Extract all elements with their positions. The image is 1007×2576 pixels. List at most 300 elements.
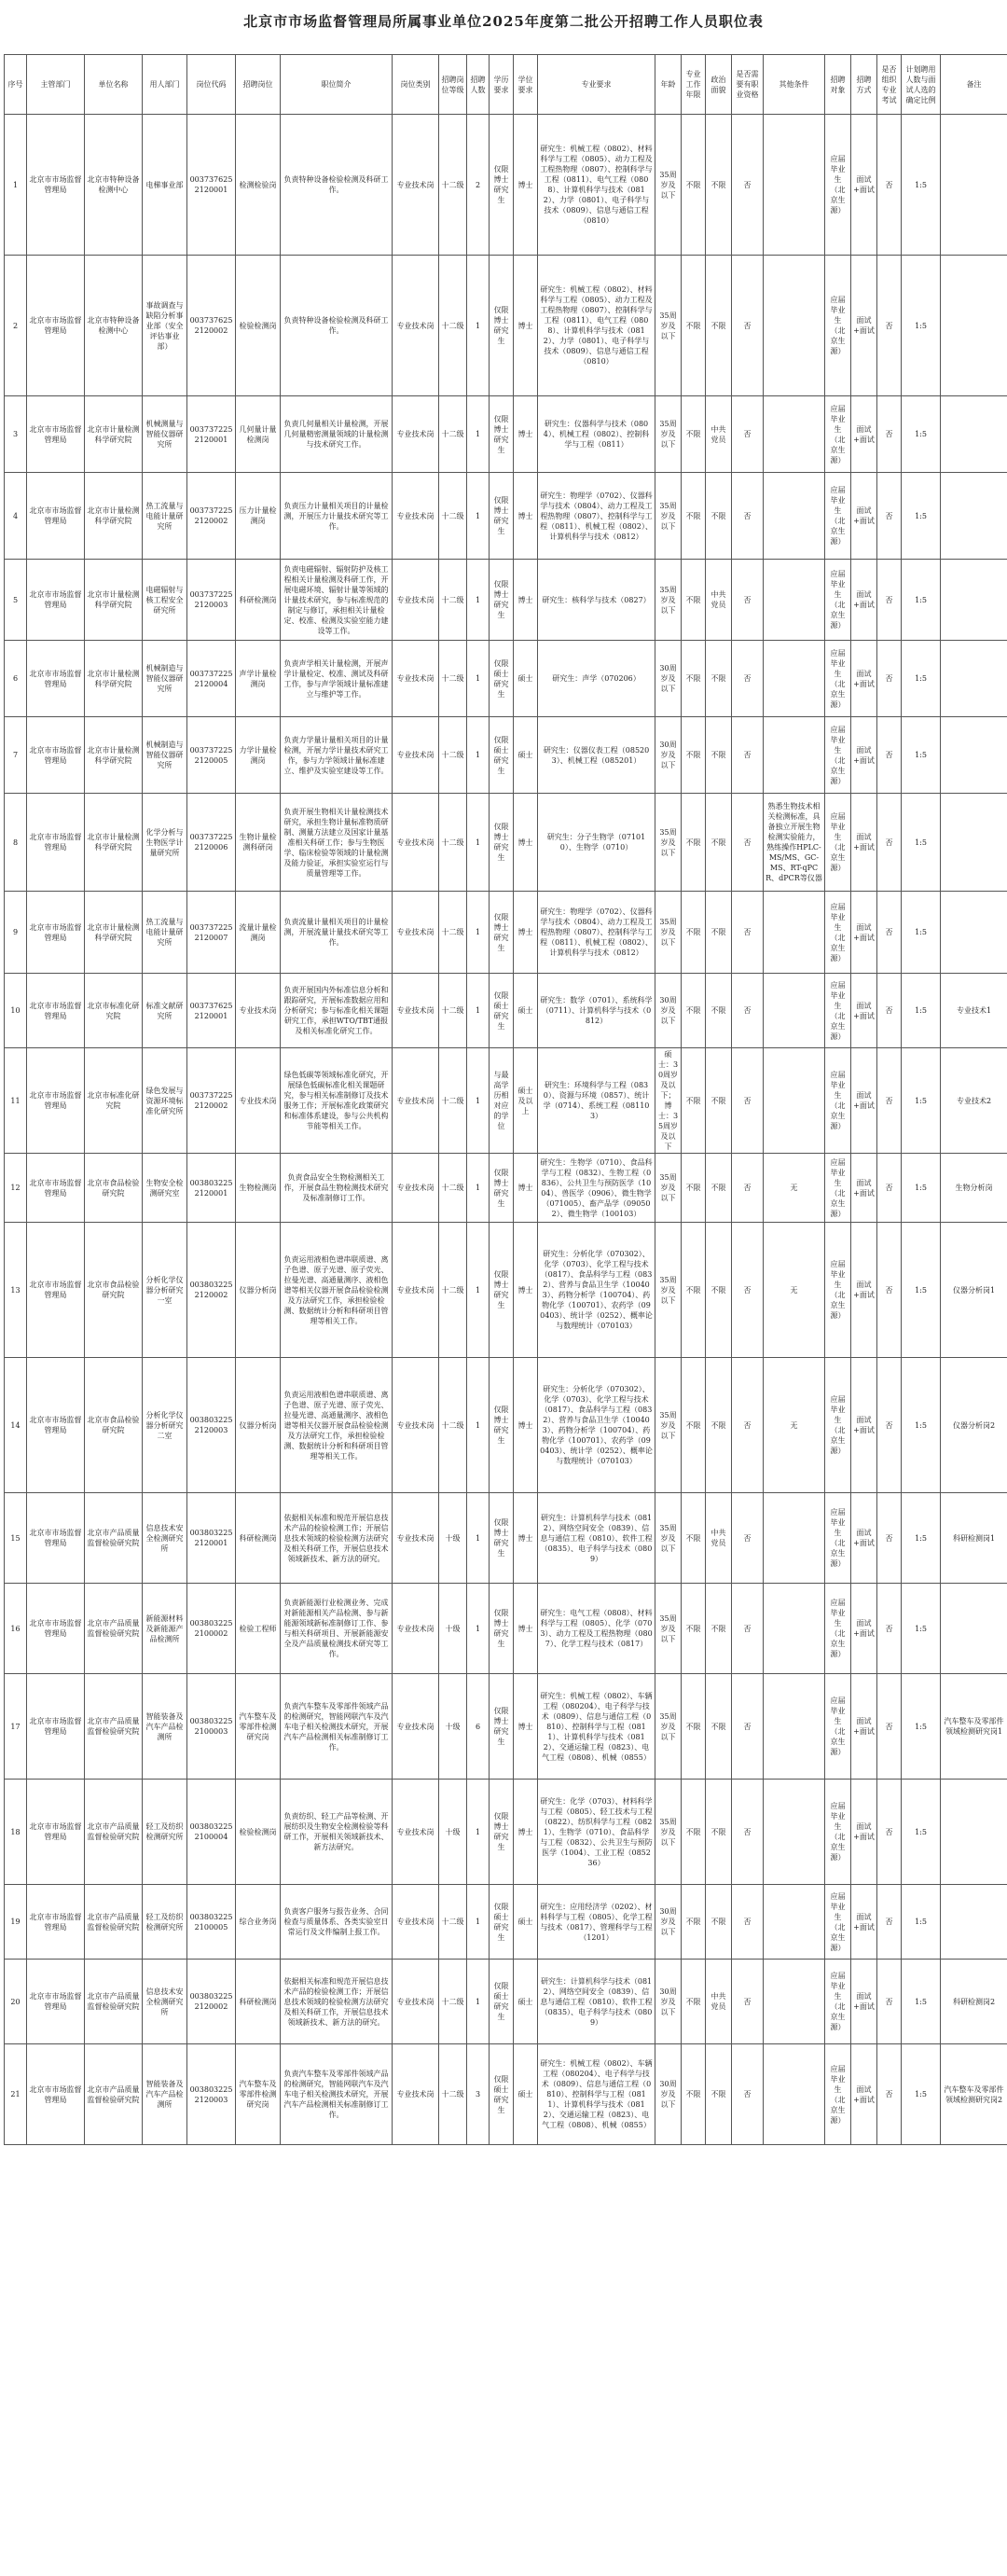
cell-exam: 否 <box>877 717 902 794</box>
cell-age: 35周岁及以下 <box>655 892 682 974</box>
cell-cat: 专业技术岗 <box>393 641 439 717</box>
cell-code: 0037372252120005 <box>187 717 236 794</box>
cell-dept: 北京市市场监督管理局 <box>27 1885 85 1960</box>
cell-edu: 仅限硕士研究生 <box>490 974 514 1048</box>
cell-method: 面试+面试 <box>851 560 877 641</box>
cell-target: 应届毕业生（北京生源） <box>825 256 851 396</box>
cell-exam: 否 <box>877 1223 902 1358</box>
table-row <box>5 1154 1007 1223</box>
cell-pol: 不限 <box>706 717 732 794</box>
cell-duty: 负责声学相关计量检测，开展声学计量检定、校准、测试及科研工作，参与声学领域计量标准建立与维护等工作。 <box>281 641 393 717</box>
cell-major: 研究生：环境科学与工程（0830）、资源与环境（0857）、统计学（0714）、系统工程（081103） <box>538 1048 655 1154</box>
cell-duty: 负责开展国内外标准信息分析和跟踪研究，开展标准数据应用和分析研究；参与标准化相关课题研究工作，承担WTO/TBT通报及相关标准化研究工作。 <box>281 974 393 1048</box>
cell-major: 研究生：仪器科学与技术（0804）、机械工程（0802）、控制科学与工程（0811） <box>538 396 655 473</box>
cell-target: 应届毕业生（北京生源） <box>825 396 851 473</box>
table-row <box>5 560 1007 641</box>
cell-note: 仪器分析岗2 <box>941 1358 1007 1493</box>
cell-method: 面试+面试 <box>851 2044 877 2145</box>
cell-edu: 仅限博士研究生 <box>490 473 514 560</box>
table-row <box>5 1358 1007 1493</box>
cell-level: 十二级 <box>439 794 467 892</box>
column-header: 职位简介 <box>281 55 393 115</box>
cell-ratio: 1:5 <box>902 1493 941 1584</box>
cell-unit: 北京市计量检测科学研究院 <box>85 794 143 892</box>
cell-level: 十二级 <box>439 641 467 717</box>
cell-cert: 否 <box>732 256 764 396</box>
cell-level: 十二级 <box>439 1358 467 1493</box>
cell-post: 检测检验岗 <box>236 115 281 256</box>
cell-target: 应届毕业生（北京生源） <box>825 1960 851 2044</box>
cell-unit: 北京市产品质量监督检验研究院 <box>85 1885 143 1960</box>
cell-ratio: 1:5 <box>902 1048 941 1154</box>
cell-note <box>941 1780 1007 1885</box>
cell-post: 检验检测岗 <box>236 256 281 396</box>
cell-note <box>941 892 1007 974</box>
cell-note: 科研检测岗1 <box>941 1493 1007 1584</box>
cell-cert: 否 <box>732 396 764 473</box>
cell-exam: 否 <box>877 1885 902 1960</box>
cell-deg: 博士 <box>514 115 538 256</box>
cell-unit: 北京市产品质量监督检验研究院 <box>85 1674 143 1780</box>
cell-age: 30周岁及以下 <box>655 1960 682 2044</box>
cell-cat: 专业技术岗 <box>393 1048 439 1154</box>
cell-target: 应届毕业生（北京生源） <box>825 892 851 974</box>
cell-other <box>764 717 825 794</box>
cell-ratio: 1:5 <box>902 1674 941 1780</box>
cell-other <box>764 2044 825 2145</box>
cell-dept: 北京市市场监督管理局 <box>27 1048 85 1154</box>
cell-dept: 北京市市场监督管理局 <box>27 641 85 717</box>
cell-no: 16 <box>5 1584 27 1674</box>
cell-duty: 负责运用液相色谱串联质谱、离子色谱、原子光谱、原子荧光、拉曼光谱、高通量测序、液相色谱等相关仪器开展食品检验检测及方法研究工作，承担检验检测、数据统计分析和科研项目管理等相关工作。 <box>281 1358 393 1493</box>
cell-subdept: 信息技术安全检测研究所 <box>143 1960 187 2044</box>
cell-note <box>941 1584 1007 1674</box>
cell-exam: 否 <box>877 2044 902 2145</box>
cell-target: 应届毕业生（北京生源） <box>825 717 851 794</box>
cell-years: 不限 <box>682 1584 706 1674</box>
cell-num: 1 <box>467 641 490 717</box>
cell-deg: 博士 <box>514 473 538 560</box>
cell-deg: 博士 <box>514 1780 538 1885</box>
cell-deg: 硕士 <box>514 1960 538 2044</box>
cell-unit: 北京市标准化研究院 <box>85 974 143 1048</box>
cell-unit: 北京市食品检验研究院 <box>85 1358 143 1493</box>
cell-cert: 否 <box>732 641 764 717</box>
column-header: 招聘对象 <box>825 55 851 115</box>
cell-edu: 仅限博士研究生 <box>490 256 514 396</box>
cell-note: 专业技术2 <box>941 1048 1007 1154</box>
cell-target: 应届毕业生（北京生源） <box>825 1674 851 1780</box>
cell-other <box>764 1584 825 1674</box>
cell-subdept: 机械制造与智能仪器研究所 <box>143 641 187 717</box>
cell-pol: 不限 <box>706 1048 732 1154</box>
cell-post: 声学计量检测岗 <box>236 641 281 717</box>
cell-cert: 否 <box>732 1358 764 1493</box>
cell-target: 应届毕业生（北京生源） <box>825 473 851 560</box>
column-header: 学位要求 <box>514 55 538 115</box>
cell-pol: 不限 <box>706 794 732 892</box>
cell-dept: 北京市市场监督管理局 <box>27 1780 85 1885</box>
cell-duty: 负责新能源行业检测业务、完成对新能源相关产品检测、参与新能源领域新标准制修订工作、参与相关科研项目、开展新能源安全及产品质量检测技术研究等工作。 <box>281 1584 393 1674</box>
cell-num: 1 <box>467 1048 490 1154</box>
cell-years: 不限 <box>682 1358 706 1493</box>
cell-subdept: 轻工及纺织检测研究所 <box>143 1780 187 1885</box>
cell-ratio: 1:5 <box>902 1780 941 1885</box>
cell-edu: 仅限硕士研究生 <box>490 1960 514 2044</box>
cell-ratio: 1:5 <box>902 256 941 396</box>
cell-num: 1 <box>467 1223 490 1358</box>
cell-unit: 北京市产品质量监督检验研究院 <box>85 1493 143 1584</box>
cell-major: 研究生：分析化学（070302）、化学（0703）、化学工程与技术（0817）、食品科学与工程（0832）、营养与食品卫生学（100403）、药物分析学（100704）、药物化学（100701）、农药学（090403）、统计学（0252）、概率论与数理统计（070103） <box>538 1358 655 1493</box>
cell-post: 科研检测岗 <box>236 560 281 641</box>
table-row <box>5 1493 1007 1584</box>
cell-exam: 否 <box>877 396 902 473</box>
cell-subdept: 分析化学仪器分析研究二室 <box>143 1358 187 1493</box>
cell-other <box>764 115 825 256</box>
cell-method: 面试+面试 <box>851 115 877 256</box>
cell-pol: 中共党员 <box>706 560 732 641</box>
table-row <box>5 256 1007 396</box>
cell-target: 应届毕业生（北京生源） <box>825 641 851 717</box>
cell-cat: 专业技术岗 <box>393 1674 439 1780</box>
cell-code: 0037372252120001 <box>187 396 236 473</box>
cell-major: 研究生：机械工程（0802）、材料科学与工程（0805）、动力工程及工程热物理（0807）、控制科学与工程（0811）、电气工程（0808）、计算机科学与技术（0812）、力学（0801）、电子科学与技术（0809）、信息与通信工程（0810） <box>538 115 655 256</box>
cell-level: 十级 <box>439 1584 467 1674</box>
cell-dept: 北京市市场监督管理局 <box>27 794 85 892</box>
cell-cat: 专业技术岗 <box>393 256 439 396</box>
cell-ratio: 1:5 <box>902 473 941 560</box>
cell-dept: 北京市市场监督管理局 <box>27 1493 85 1584</box>
cell-major: 研究生：生物学（0710）、食品科学与工程（0832）、生物工程（0836）、公共卫生与预防医学（1004）、兽医学（0906）、微生物学（071005）、畜产品学（090502）、微生物学（100103） <box>538 1154 655 1223</box>
cell-post: 生物检测岗 <box>236 1154 281 1223</box>
cell-dept: 北京市市场监督管理局 <box>27 473 85 560</box>
cell-edu: 与最高学历相对应的学位 <box>490 1048 514 1154</box>
cell-years: 不限 <box>682 1674 706 1780</box>
cell-deg: 博士 <box>514 256 538 396</box>
cell-cert: 否 <box>732 794 764 892</box>
cell-exam: 否 <box>877 473 902 560</box>
cell-subdept: 电磁辐射与核工程安全研究所 <box>143 560 187 641</box>
cell-duty: 负责特种设备检验检测及科研工作。 <box>281 115 393 256</box>
cell-deg: 博士 <box>514 560 538 641</box>
cell-code: 0037372252120003 <box>187 560 236 641</box>
cell-exam: 否 <box>877 1358 902 1493</box>
cell-pol: 不限 <box>706 256 732 396</box>
cell-method: 面试+面试 <box>851 1674 877 1780</box>
cell-age: 35周岁及以下 <box>655 1493 682 1584</box>
cell-subdept: 标准文献研究所 <box>143 974 187 1048</box>
cell-edu: 仅限博士研究生 <box>490 1493 514 1584</box>
cell-ratio: 1:5 <box>902 1584 941 1674</box>
cell-level: 十二级 <box>439 2044 467 2145</box>
cell-method: 面试+面试 <box>851 974 877 1048</box>
cell-age: 35周岁及以下 <box>655 115 682 256</box>
cell-level: 十二级 <box>439 256 467 396</box>
cell-pol: 中共党员 <box>706 396 732 473</box>
cell-age: 35周岁及以下 <box>655 473 682 560</box>
cell-age: 35周岁及以下 <box>655 1358 682 1493</box>
column-header: 单位名称 <box>85 55 143 115</box>
cell-post: 专业技术岗 <box>236 1048 281 1154</box>
column-header: 主管部门 <box>27 55 85 115</box>
cell-code: 0038032252100003 <box>187 1674 236 1780</box>
cell-code: 0038032252100002 <box>187 1584 236 1674</box>
cell-post: 仪器分析岗 <box>236 1358 281 1493</box>
cell-exam: 否 <box>877 560 902 641</box>
cell-unit: 北京市产品质量监督检验研究院 <box>85 1960 143 2044</box>
cell-post: 仪器分析岗 <box>236 1223 281 1358</box>
cell-level: 十级 <box>439 1493 467 1584</box>
cell-years: 不限 <box>682 1885 706 1960</box>
cell-age: 35周岁及以下 <box>655 560 682 641</box>
column-header: 招聘人数 <box>467 55 490 115</box>
cell-method: 面试+面试 <box>851 1885 877 1960</box>
cell-subdept: 事故调查与缺陷分析事业部（安全评估事业部） <box>143 256 187 396</box>
cell-no: 4 <box>5 473 27 560</box>
table-row <box>5 717 1007 794</box>
cell-cert: 否 <box>732 1674 764 1780</box>
cell-duty: 负责客户服务与报告业务、合同检查与质量体系、各类实验室日常运行及文件编制上报工作。 <box>281 1885 393 1960</box>
cell-note <box>941 1885 1007 1960</box>
cell-major: 研究生：物理学（0702）、仪器科学与技术（0804）、动力工程及工程热物理（0807）、控制科学与工程（0811）、机械工程（0802）、计算机科学与技术（0812） <box>538 892 655 974</box>
cell-method: 面试+面试 <box>851 256 877 396</box>
cell-major: 研究生：应用经济学（0202）、材料科学与工程（0805）、化学工程与技术（0817）、管理科学与工程（1201） <box>538 1885 655 1960</box>
cell-age: 35周岁及以下 <box>655 1584 682 1674</box>
table-row <box>5 2044 1007 2145</box>
cell-code: 0037372252120004 <box>187 641 236 717</box>
cell-edu: 仅限博士研究生 <box>490 892 514 974</box>
cell-cat: 专业技术岗 <box>393 974 439 1048</box>
cell-cat: 专业技术岗 <box>393 1154 439 1223</box>
cell-num: 1 <box>467 256 490 396</box>
cell-cat: 专业技术岗 <box>393 1223 439 1358</box>
cell-note <box>941 560 1007 641</box>
cell-pol: 不限 <box>706 1584 732 1674</box>
cell-ratio: 1:5 <box>902 717 941 794</box>
cell-method: 面试+面试 <box>851 1223 877 1358</box>
header-row <box>5 55 1007 115</box>
cell-pol: 不限 <box>706 892 732 974</box>
cell-note: 专业技术1 <box>941 974 1007 1048</box>
cell-ratio: 1:5 <box>902 560 941 641</box>
cell-duty: 负责压力计量相关项目的计量检测，开展压力计量技术研究等工作。 <box>281 473 393 560</box>
table-row <box>5 473 1007 560</box>
cell-cert: 否 <box>732 473 764 560</box>
cell-deg: 博士 <box>514 396 538 473</box>
cell-deg: 博士 <box>514 1584 538 1674</box>
cell-duty: 负责流量计量相关项目的计量检测，开展流量计量技术研究等工作。 <box>281 892 393 974</box>
cell-code: 0037376252120002 <box>187 256 236 396</box>
cell-pol: 不限 <box>706 1780 732 1885</box>
cell-post: 几何量计量检测岗 <box>236 396 281 473</box>
cell-cert: 否 <box>732 1584 764 1674</box>
column-header: 招聘岗位等级 <box>439 55 467 115</box>
cell-ratio: 1:5 <box>902 641 941 717</box>
cell-exam: 否 <box>877 1960 902 2044</box>
cell-duty: 负责几何量相关计量检测，开展几何量精密测量领域的计量检测与技术研究工作。 <box>281 396 393 473</box>
cell-major: 研究生：分析化学（070302）、化学（0703）、化学工程与技术（0817）、食品科学与工程（0832）、营养与食品卫生学（100403）、药物分析学（100704）、药物化学（100701）、农药学（090403）、统计学（0252）、概率论与数理统计（070103） <box>538 1223 655 1358</box>
cell-exam: 否 <box>877 794 902 892</box>
cell-post: 专业技术岗 <box>236 974 281 1048</box>
cell-edu: 仅限博士研究生 <box>490 560 514 641</box>
cell-num: 3 <box>467 2044 490 2145</box>
cell-num: 1 <box>467 794 490 892</box>
cell-num: 6 <box>467 1674 490 1780</box>
cell-subdept: 新能源材料及新能源产品检测所 <box>143 1584 187 1674</box>
cell-unit: 北京市食品检验研究院 <box>85 1154 143 1223</box>
table-row <box>5 641 1007 717</box>
column-header: 其他条件 <box>764 55 825 115</box>
cell-ratio: 1:5 <box>902 115 941 256</box>
cell-level: 十二级 <box>439 1048 467 1154</box>
cell-age: 35周岁及以下 <box>655 1154 682 1223</box>
cell-code: 0037376252120001 <box>187 115 236 256</box>
cell-post: 科研检测岗 <box>236 1960 281 2044</box>
cell-edu: 仅限硕士研究生 <box>490 1885 514 1960</box>
cell-no: 5 <box>5 560 27 641</box>
table-row <box>5 1885 1007 1960</box>
cell-ratio: 1:5 <box>902 794 941 892</box>
table-row <box>5 1584 1007 1674</box>
cell-dept: 北京市市场监督管理局 <box>27 717 85 794</box>
cell-duty: 负责汽车整车及零部件领域产品的检测研究，智能网联汽车及汽车电子相关检测技术研究，开展汽车产品检测相关标准制修订工作。 <box>281 2044 393 2145</box>
cell-pol: 中共党员 <box>706 1493 732 1584</box>
cell-level: 十二级 <box>439 1885 467 1960</box>
cell-target: 应届毕业生（北京生源） <box>825 1223 851 1358</box>
cell-cert: 否 <box>732 1048 764 1154</box>
cell-dept: 北京市市场监督管理局 <box>27 2044 85 2145</box>
cell-major: 研究生：机械工程（0802）、车辆工程（080204）、电子科学与技术（0809）、信息与通信工程（0810）、控制科学与工程（0811）、计算机科学与技术（0812）、交通运输工程（0823）、电气工程（0808）、机械（0855） <box>538 2044 655 2145</box>
column-header: 用人部门 <box>143 55 187 115</box>
cell-deg: 博士 <box>514 1358 538 1493</box>
cell-edu: 仅限硕士研究生 <box>490 717 514 794</box>
cell-other <box>764 256 825 396</box>
cell-cert: 否 <box>732 115 764 256</box>
cell-method: 面试+面试 <box>851 1780 877 1885</box>
cell-method: 面试+面试 <box>851 1154 877 1223</box>
column-header: 专业要求 <box>538 55 655 115</box>
cell-note <box>941 396 1007 473</box>
cell-level: 十二级 <box>439 717 467 794</box>
cell-num: 1 <box>467 396 490 473</box>
cell-post: 科研检测岗 <box>236 1493 281 1584</box>
cell-level: 十二级 <box>439 974 467 1048</box>
cell-cat: 专业技术岗 <box>393 892 439 974</box>
cell-no: 2 <box>5 256 27 396</box>
cell-code: 0037372252120002 <box>187 1048 236 1154</box>
cell-method: 面试+面试 <box>851 1358 877 1493</box>
cell-num: 1 <box>467 974 490 1048</box>
cell-subdept: 智能装备及汽车产品检测所 <box>143 2044 187 2145</box>
table-row <box>5 1674 1007 1780</box>
cell-target: 应届毕业生（北京生源） <box>825 1885 851 1960</box>
cell-cert: 否 <box>732 717 764 794</box>
recruitment-table <box>4 54 1007 2145</box>
cell-subdept: 热工流量与电能计量研究所 <box>143 892 187 974</box>
cell-pol: 不限 <box>706 473 732 560</box>
cell-cert: 否 <box>732 560 764 641</box>
cell-pol: 不限 <box>706 974 732 1048</box>
column-header: 政治面貌 <box>706 55 732 115</box>
cell-other <box>764 1674 825 1780</box>
column-header: 招聘岗位 <box>236 55 281 115</box>
cell-num: 1 <box>467 1780 490 1885</box>
cell-dept: 北京市市场监督管理局 <box>27 1674 85 1780</box>
cell-other <box>764 1048 825 1154</box>
cell-cert: 否 <box>732 1223 764 1358</box>
column-header: 学历要求 <box>490 55 514 115</box>
column-header: 岗位类别 <box>393 55 439 115</box>
cell-unit: 北京市计量检测科学研究院 <box>85 396 143 473</box>
column-header: 备注 <box>941 55 1007 115</box>
table-row <box>5 892 1007 974</box>
cell-level: 十二级 <box>439 1154 467 1223</box>
cell-no: 7 <box>5 717 27 794</box>
cell-exam: 否 <box>877 1674 902 1780</box>
cell-subdept: 分析化学仪器分析研究一室 <box>143 1223 187 1358</box>
cell-years: 不限 <box>682 892 706 974</box>
cell-target: 应届毕业生（北京生源） <box>825 1493 851 1584</box>
cell-duty: 负责力学量计量相关项目的计量检测，开展力学计量技术研究工作，参与力学领域计量标准建立、维护及实验室建设等工作。 <box>281 717 393 794</box>
cell-unit: 北京市产品质量监督检验研究院 <box>85 1780 143 1885</box>
cell-exam: 否 <box>877 641 902 717</box>
cell-num: 1 <box>467 560 490 641</box>
cell-exam: 否 <box>877 256 902 396</box>
cell-level: 十二级 <box>439 1960 467 2044</box>
cell-note <box>941 717 1007 794</box>
table-row <box>5 794 1007 892</box>
cell-ratio: 1:5 <box>902 1960 941 2044</box>
cell-age: 硕士：30周岁及以下；博士：35周岁及以下 <box>655 1048 682 1154</box>
cell-no: 14 <box>5 1358 27 1493</box>
cell-dept: 北京市市场监督管理局 <box>27 560 85 641</box>
cell-cert: 否 <box>732 1493 764 1584</box>
cell-post: 流量计量检测岗 <box>236 892 281 974</box>
table-row <box>5 396 1007 473</box>
cell-subdept: 机械测量与智能仪器研究所 <box>143 396 187 473</box>
cell-code: 0038032252120002 <box>187 1223 236 1358</box>
cell-method: 面试+面试 <box>851 717 877 794</box>
cell-method: 面试+面试 <box>851 794 877 892</box>
cell-edu: 仅限博士研究生 <box>490 1358 514 1493</box>
cell-cert: 否 <box>732 2044 764 2145</box>
cell-note: 仪器分析岗1 <box>941 1223 1007 1358</box>
cell-method: 面试+面试 <box>851 641 877 717</box>
cell-target: 应届毕业生（北京生源） <box>825 1048 851 1154</box>
cell-level: 十二级 <box>439 892 467 974</box>
cell-num: 1 <box>467 1584 490 1674</box>
cell-major: 研究生：声学（070206） <box>538 641 655 717</box>
cell-other: 无 <box>764 1358 825 1493</box>
cell-years: 不限 <box>682 2044 706 2145</box>
cell-cat: 专业技术岗 <box>393 115 439 256</box>
cell-other: 熟悉生物技术相关检测标准，具备独立开展生物检测实验能力，熟练操作HPLC-MS/MS、GC-MS、RT-qPCR、dPCR等仪器 <box>764 794 825 892</box>
table-row <box>5 1048 1007 1154</box>
cell-method: 面试+面试 <box>851 1493 877 1584</box>
cell-deg: 硕士 <box>514 641 538 717</box>
cell-unit: 北京市计量检测科学研究院 <box>85 717 143 794</box>
cell-dept: 北京市市场监督管理局 <box>27 1584 85 1674</box>
cell-pol: 不限 <box>706 2044 732 2145</box>
cell-duty: 负责运用液相色谱串联质谱、离子色谱、原子光谱、原子荧光、拉曼光谱、高通量测序、液相色谱等相关仪器开展食品检验检测及方法研究工作，承担检验检测、数据统计分析和科研项目管理等相关工作。 <box>281 1223 393 1358</box>
cell-other <box>764 1780 825 1885</box>
cell-note <box>941 473 1007 560</box>
table-body <box>5 115 1007 2145</box>
cell-age: 35周岁及以下 <box>655 1223 682 1358</box>
cell-code: 0038032252120003 <box>187 2044 236 2145</box>
cell-major: 研究生：分子生物学（071010）、生物学（0710） <box>538 794 655 892</box>
cell-cert: 否 <box>732 1154 764 1223</box>
